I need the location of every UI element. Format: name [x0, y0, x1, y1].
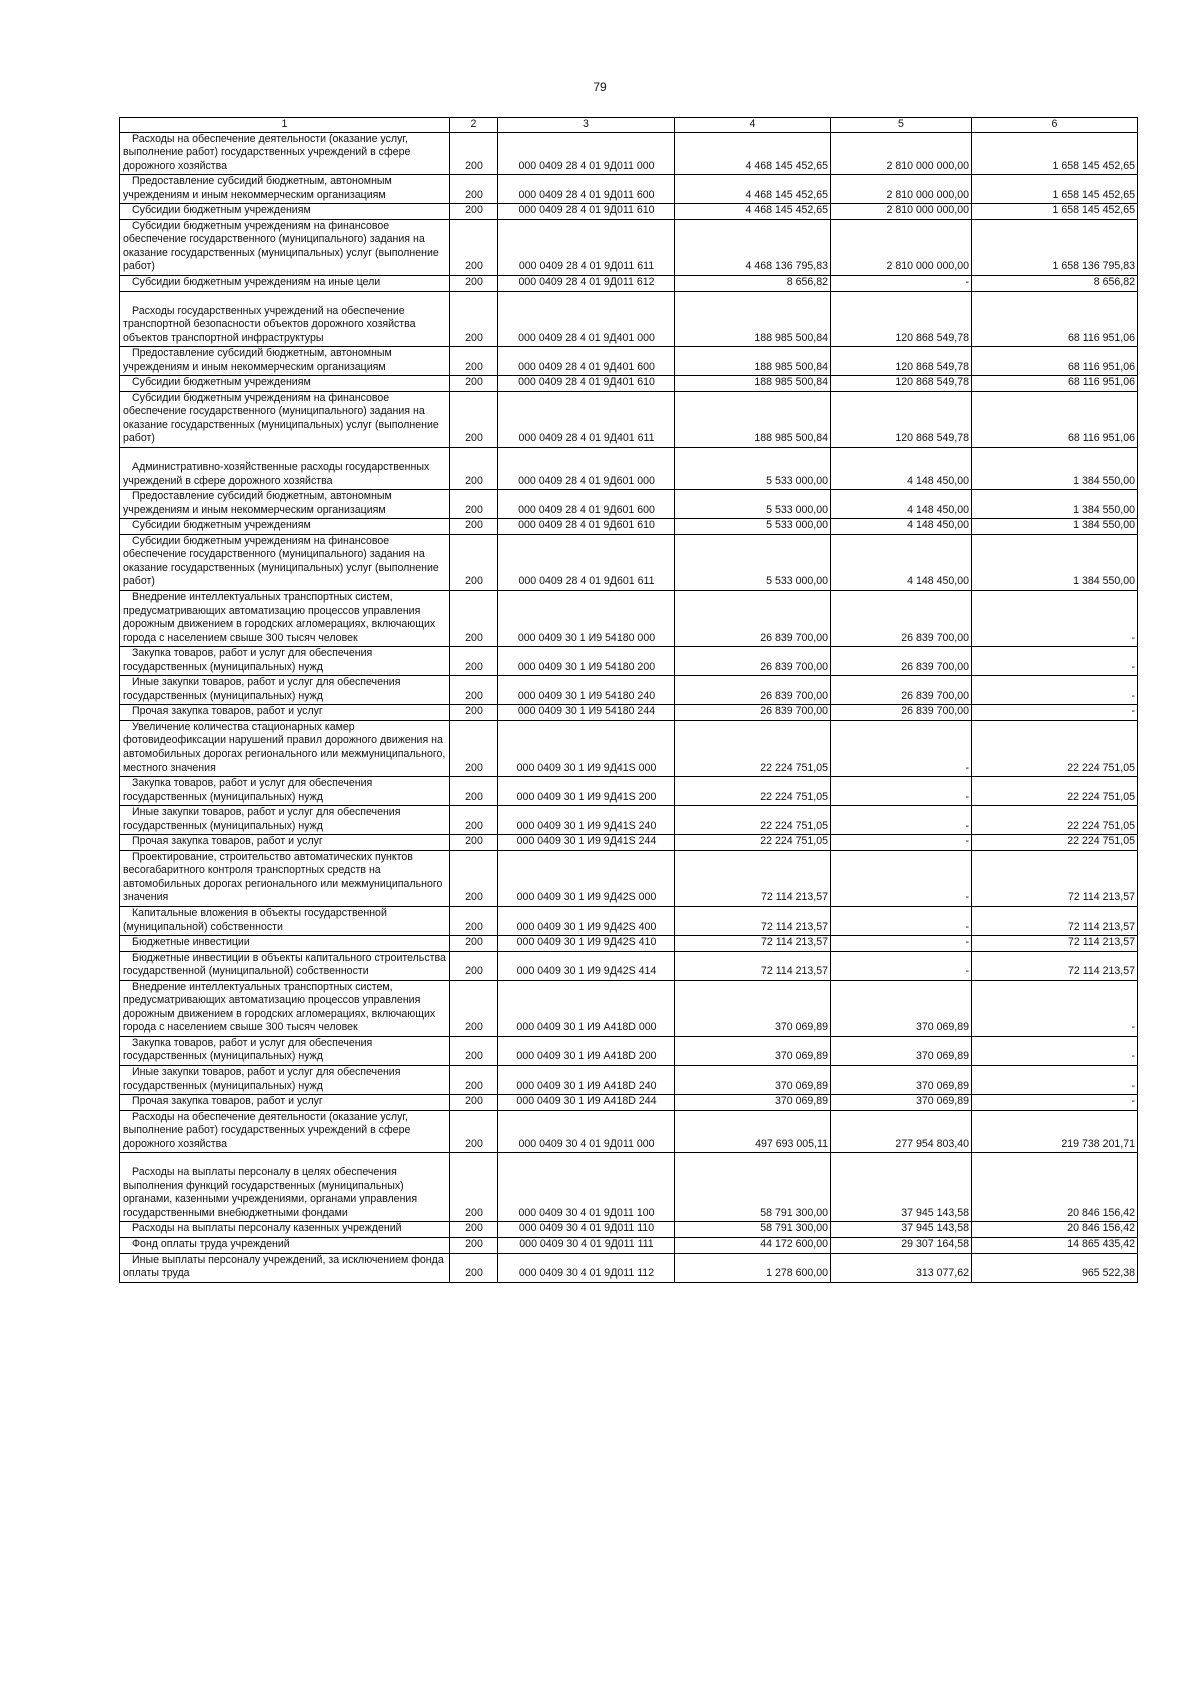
- row-value-col6: 14 865 435,42: [972, 1238, 1138, 1254]
- row-value-col6: 72 114 213,57: [972, 951, 1138, 980]
- row-value-col6: 219 738 201,71: [972, 1110, 1138, 1153]
- row-value-col4: 370 069,89: [675, 1066, 831, 1095]
- row-value-col4: 22 224 751,05: [675, 777, 831, 806]
- row-name-text: Внедрение интеллектуальных транспортных систем, предусматривающих автоматизацию процессов управления дорожным движением в городских агломерациях, включающих города с населением свыше 300 тысяч человек: [123, 980, 436, 1034]
- row-value-col5: -: [831, 276, 972, 292]
- row-name-text: Прочая закупка товаров, работ и услуг: [132, 835, 323, 848]
- row-name: [120, 676, 450, 705]
- table-row: [120, 951, 1138, 980]
- row-value-col4: 8 656,82: [675, 276, 831, 292]
- row-value-col5: -: [831, 951, 972, 980]
- row-value-col5: -: [831, 906, 972, 935]
- row-name-text: Прочая закупка товаров, работ и услуг: [132, 1095, 323, 1108]
- row-name: [120, 1222, 450, 1238]
- column-header: 3: [498, 118, 675, 133]
- row-admin-code: 200: [450, 1095, 498, 1111]
- row-budget-code: 000 0409 28 4 01 9Д401 600: [498, 347, 675, 376]
- row-value-col4: 58 791 300,00: [675, 1153, 831, 1222]
- row-value-col4: 4 468 145 452,65: [675, 132, 831, 175]
- row-value-col5: 2 810 000 000,00: [831, 204, 972, 220]
- table-row: [120, 376, 1138, 392]
- row-budget-code: 000 0409 30 4 01 9Д011 112: [498, 1253, 675, 1282]
- row-admin-code: 200: [450, 906, 498, 935]
- row-value-col6: 68 116 951,06: [972, 391, 1138, 447]
- row-admin-code: 200: [450, 490, 498, 519]
- table-row: [120, 204, 1138, 220]
- row-value-col5: -: [831, 835, 972, 851]
- row-value-col4: 4 468 136 795,83: [675, 219, 831, 275]
- row-value-col5: 370 069,89: [831, 1066, 972, 1095]
- row-value-col6: -: [972, 1095, 1138, 1111]
- header-row: [120, 118, 1138, 133]
- row-admin-code: 200: [450, 519, 498, 535]
- row-name: [120, 647, 450, 676]
- row-value-col4: 188 985 500,84: [675, 391, 831, 447]
- table-row: [120, 1238, 1138, 1254]
- row-admin-code: 200: [450, 806, 498, 835]
- row-value-col5: -: [831, 720, 972, 776]
- table-row: [120, 219, 1138, 275]
- table-row: [120, 647, 1138, 676]
- row-value-col6: 72 114 213,57: [972, 906, 1138, 935]
- row-admin-code: 200: [450, 850, 498, 906]
- table-row: [120, 1036, 1138, 1065]
- row-name-text: Прочая закупка товаров, работ и услуг: [132, 705, 323, 718]
- row-name: [120, 204, 450, 220]
- row-value-col5: -: [831, 936, 972, 952]
- row-value-col6: -: [972, 676, 1138, 705]
- table-row: [120, 490, 1138, 519]
- row-admin-code: 200: [450, 1036, 498, 1065]
- row-value-col5: -: [831, 777, 972, 806]
- row-name-text: Фонд оплаты труда учреждений: [132, 1238, 290, 1251]
- row-value-col6: 1 384 550,00: [972, 534, 1138, 590]
- column-header: 4: [675, 118, 831, 133]
- row-budget-code: 000 0409 30 1 И9 9Д42S 000: [498, 850, 675, 906]
- row-name: [120, 1253, 450, 1282]
- row-budget-code: 000 0409 30 1 И9 54180 244: [498, 705, 675, 721]
- row-admin-code: 200: [450, 705, 498, 721]
- table-row: [120, 519, 1138, 535]
- row-admin-code: 200: [450, 676, 498, 705]
- row-value-col6: 965 522,38: [972, 1253, 1138, 1282]
- table-row: [120, 175, 1138, 204]
- row-admin-code: 200: [450, 1110, 498, 1153]
- row-value-col4: 4 468 145 452,65: [675, 204, 831, 220]
- row-value-col6: 72 114 213,57: [972, 850, 1138, 906]
- row-admin-code: 200: [450, 448, 498, 490]
- row-value-col4: 22 224 751,05: [675, 835, 831, 851]
- table-row: [120, 980, 1138, 1036]
- row-name: [120, 906, 450, 935]
- table-row: [120, 1253, 1138, 1282]
- row-budget-code: 000 0409 30 1 И9 9Д41S 244: [498, 835, 675, 851]
- row-value-col6: 1 658 145 452,65: [972, 132, 1138, 175]
- row-name-text: Иные закупки товаров, работ и услуг для обеспечения государственных (муниципальных) нужд: [123, 676, 401, 702]
- row-name-text: Предоставление субсидий бюджетным, автономным учреждениям и иным некоммерческим организациям: [123, 490, 392, 516]
- row-name-text: Бюджетные инвестиции: [132, 936, 250, 949]
- row-admin-code: 200: [450, 1238, 498, 1254]
- row-value-col4: 58 791 300,00: [675, 1222, 831, 1238]
- table-row: [120, 835, 1138, 851]
- row-name-text: Внедрение интеллектуальных транспортных систем, предусматривающих автоматизацию процессов управления дорожным движением в городских агломерациях, включающих города с населением свыше 300 тысяч человек: [123, 590, 436, 644]
- row-value-col6: 68 116 951,06: [972, 347, 1138, 376]
- row-value-col5: 370 069,89: [831, 1036, 972, 1065]
- row-admin-code: 200: [450, 391, 498, 447]
- row-name-text: Субсидии бюджетным учреждениям: [132, 376, 311, 389]
- row-admin-code: 200: [450, 1253, 498, 1282]
- row-budget-code: 000 0409 28 4 01 9Д601 611: [498, 534, 675, 590]
- row-name: [120, 132, 450, 175]
- table-row: [120, 448, 1138, 490]
- row-name: [120, 850, 450, 906]
- row-name-text: Предоставление субсидий бюджетным, автономным учреждениям и иным некоммерческим организациям: [123, 347, 392, 373]
- row-name-text: Закупка товаров, работ и услуг для обеспечения государственных (муниципальных) нужд: [123, 647, 373, 673]
- row-name-text: Увеличение количества стационарных камер фотовидеофиксации нарушений правил дорожного движения на автомобильных дорогах регионального или межмуниципального, местного значения: [123, 720, 446, 774]
- row-admin-code: 200: [450, 291, 498, 347]
- row-budget-code: 000 0409 30 1 И9 9Д41S 200: [498, 777, 675, 806]
- row-budget-code: 000 0409 30 1 И9 54180 000: [498, 590, 675, 646]
- row-name-text: Иные закупки товаров, работ и услуг для обеспечения государственных (муниципальных) нужд: [123, 806, 401, 832]
- row-value-col6: -: [972, 1066, 1138, 1095]
- row-budget-code: 000 0409 30 1 И9 9Д42S 400: [498, 906, 675, 935]
- column-header: 2: [450, 118, 498, 133]
- table-row: [120, 1153, 1138, 1222]
- row-name: [120, 806, 450, 835]
- row-value-col4: 72 114 213,57: [675, 906, 831, 935]
- row-name: [120, 490, 450, 519]
- row-value-col5: 120 868 549,78: [831, 376, 972, 392]
- row-value-col4: 26 839 700,00: [675, 705, 831, 721]
- row-value-col5: 29 307 164,58: [831, 1238, 972, 1254]
- row-name: [120, 1110, 450, 1153]
- row-budget-code: 000 0409 28 4 01 9Д011 600: [498, 175, 675, 204]
- row-value-col5: 26 839 700,00: [831, 590, 972, 646]
- table-body: [120, 132, 1138, 1282]
- row-value-col5: 313 077,62: [831, 1253, 972, 1282]
- row-value-col4: 188 985 500,84: [675, 347, 831, 376]
- row-budget-code: 000 0409 28 4 01 9Д401 610: [498, 376, 675, 392]
- row-name: [120, 276, 450, 292]
- row-name: [120, 519, 450, 535]
- table-row: [120, 590, 1138, 646]
- row-name-text: Закупка товаров, работ и услуг для обеспечения государственных (муниципальных) нужд: [123, 777, 373, 803]
- row-value-col4: 370 069,89: [675, 1095, 831, 1111]
- row-admin-code: 200: [450, 534, 498, 590]
- row-value-col6: 68 116 951,06: [972, 291, 1138, 347]
- row-budget-code: 000 0409 28 4 01 9Д011 611: [498, 219, 675, 275]
- page-number: 79: [593, 80, 607, 94]
- row-value-col5: 277 954 803,40: [831, 1110, 972, 1153]
- row-budget-code: 000 0409 30 1 И9 54180 200: [498, 647, 675, 676]
- row-name: [120, 936, 450, 952]
- row-budget-code: 000 0409 28 4 01 9Д601 610: [498, 519, 675, 535]
- row-budget-code: 000 0409 28 4 01 9Д011 612: [498, 276, 675, 292]
- row-value-col5: 4 148 450,00: [831, 519, 972, 535]
- row-value-col6: 1 384 550,00: [972, 490, 1138, 519]
- row-admin-code: 200: [450, 347, 498, 376]
- row-value-col5: 26 839 700,00: [831, 705, 972, 721]
- row-name-text: Субсидии бюджетным учреждениям на финансовое обеспечение государственного (муниципального) задания на оказание государственных (муниципальных) услуг (выполнение работ): [123, 391, 439, 445]
- row-name: [120, 391, 450, 447]
- row-admin-code: 200: [450, 835, 498, 851]
- row-value-col5: 26 839 700,00: [831, 676, 972, 705]
- row-name: [120, 1066, 450, 1095]
- table-row: [120, 347, 1138, 376]
- row-value-col4: 26 839 700,00: [675, 676, 831, 705]
- row-value-col4: 22 224 751,05: [675, 720, 831, 776]
- row-value-col4: 5 533 000,00: [675, 519, 831, 535]
- row-name-text: Субсидии бюджетным учреждениям на финансовое обеспечение государственного (муниципального) задания на оказание государственных (муниципальных) услуг (выполнение работ): [123, 534, 439, 588]
- row-admin-code: 200: [450, 376, 498, 392]
- table-row: [120, 705, 1138, 721]
- row-value-col5: -: [831, 850, 972, 906]
- row-value-col6: 20 846 156,42: [972, 1222, 1138, 1238]
- row-value-col4: 497 693 005,11: [675, 1110, 831, 1153]
- row-admin-code: 200: [450, 1066, 498, 1095]
- table-row: [120, 1066, 1138, 1095]
- row-admin-code: 200: [450, 1153, 498, 1222]
- row-name: [120, 376, 450, 392]
- row-name-text: Субсидии бюджетным учреждениям на иные цели: [132, 276, 381, 289]
- row-value-col5: 4 148 450,00: [831, 448, 972, 490]
- row-name-text: Субсидии бюджетным учреждениям на финансовое обеспечение государственного (муниципального) задания на оказание государственных (муниципальных) услуг (выполнение работ): [123, 219, 439, 273]
- row-value-col5: -: [831, 806, 972, 835]
- row-name-text: Проектирование, строительство автоматических пунктов весогабаритного контроля транспортных средств на автомобильных дорогах регионального или межмуниципального значения: [123, 850, 443, 904]
- row-value-col5: 120 868 549,78: [831, 347, 972, 376]
- row-budget-code: 000 0409 30 1 И9 9Д41S 000: [498, 720, 675, 776]
- row-name: [120, 291, 450, 347]
- row-admin-code: 200: [450, 175, 498, 204]
- row-name: [120, 448, 450, 490]
- row-value-col4: 188 985 500,84: [675, 291, 831, 347]
- row-budget-code: 000 0409 28 4 01 9Д401 611: [498, 391, 675, 447]
- row-value-col4: 1 278 600,00: [675, 1253, 831, 1282]
- table-row: [120, 291, 1138, 347]
- row-name: [120, 777, 450, 806]
- row-name-text: Расходы государственных учреждений на обеспечение транспортной безопасности объектов дорожного хозяйства объектов транспортной инфраструктуры: [123, 304, 416, 344]
- row-budget-code: 000 0409 30 4 01 9Д011 100: [498, 1153, 675, 1222]
- row-admin-code: 200: [450, 720, 498, 776]
- row-budget-code: 000 0409 30 1 И9 А418D 200: [498, 1036, 675, 1065]
- row-name: [120, 1036, 450, 1065]
- row-name: [120, 980, 450, 1036]
- row-budget-code: 000 0409 28 4 01 9Д011 000: [498, 132, 675, 175]
- row-value-col4: 5 533 000,00: [675, 490, 831, 519]
- row-name-text: Субсидии бюджетным учреждениям: [132, 519, 311, 532]
- row-admin-code: 200: [450, 777, 498, 806]
- row-budget-code: 000 0409 30 1 И9 9Д42S 410: [498, 936, 675, 952]
- row-name-text: Расходы на обеспечение деятельности (оказание услуг, выполнение работ) государственных учреждений в сфере дорожного хозяйства: [123, 1110, 411, 1150]
- row-name: [120, 1095, 450, 1111]
- budget-table: [119, 117, 1138, 1283]
- row-admin-code: 200: [450, 980, 498, 1036]
- row-value-col6: 22 224 751,05: [972, 720, 1138, 776]
- row-name-text: Административно-хозяйственные расходы государственных учреждений в сфере дорожного хозяйства: [123, 461, 430, 487]
- table-row: [120, 676, 1138, 705]
- row-value-col4: 44 172 600,00: [675, 1238, 831, 1254]
- row-value-col6: 1 658 145 452,65: [972, 204, 1138, 220]
- row-budget-code: 000 0409 30 1 И9 9Д41S 240: [498, 806, 675, 835]
- row-budget-code: 000 0409 30 4 01 9Д011 111: [498, 1238, 675, 1254]
- row-value-col6: 22 224 751,05: [972, 777, 1138, 806]
- table-row: [120, 720, 1138, 776]
- row-value-col4: 72 114 213,57: [675, 850, 831, 906]
- row-value-col4: 26 839 700,00: [675, 647, 831, 676]
- row-admin-code: 200: [450, 590, 498, 646]
- row-name: [120, 590, 450, 646]
- row-name: [120, 951, 450, 980]
- table-row: [120, 850, 1138, 906]
- row-value-col6: -: [972, 1036, 1138, 1065]
- row-value-col6: 8 656,82: [972, 276, 1138, 292]
- column-header: 5: [831, 118, 972, 133]
- table-row: [120, 534, 1138, 590]
- row-budget-code: 000 0409 30 1 И9 А418D 000: [498, 980, 675, 1036]
- row-value-col5: 26 839 700,00: [831, 647, 972, 676]
- table-row: [120, 806, 1138, 835]
- row-budget-code: 000 0409 30 1 И9 9Д42S 414: [498, 951, 675, 980]
- table-row: [120, 906, 1138, 935]
- column-header: 6: [972, 118, 1138, 133]
- row-value-col6: 20 846 156,42: [972, 1153, 1138, 1222]
- row-name-text: Предоставление субсидий бюджетным, автономным учреждениям и иным некоммерческим организациям: [123, 175, 392, 201]
- row-name-text: Расходы на обеспечение деятельности (оказание услуг, выполнение работ) государственных учреждений в сфере дорожного хозяйства: [123, 132, 411, 172]
- row-value-col6: 1 658 136 795,83: [972, 219, 1138, 275]
- row-admin-code: 200: [450, 1222, 498, 1238]
- row-value-col4: 26 839 700,00: [675, 590, 831, 646]
- row-budget-code: 000 0409 30 4 01 9Д011 000: [498, 1110, 675, 1153]
- row-value-col5: 4 148 450,00: [831, 534, 972, 590]
- row-budget-code: 000 0409 30 1 И9 54180 240: [498, 676, 675, 705]
- row-name-text: Расходы на выплаты персоналу казенных учреждений: [132, 1222, 402, 1235]
- row-value-col4: 72 114 213,57: [675, 936, 831, 952]
- row-admin-code: 200: [450, 132, 498, 175]
- row-value-col4: 5 533 000,00: [675, 534, 831, 590]
- row-name-text: Иные выплаты персоналу учреждений, за исключением фонда оплаты труда: [123, 1253, 444, 1280]
- row-admin-code: 200: [450, 219, 498, 275]
- row-value-col5: 4 148 450,00: [831, 490, 972, 519]
- row-budget-code: 000 0409 28 4 01 9Д011 610: [498, 204, 675, 220]
- row-name: [120, 175, 450, 204]
- row-name: [120, 219, 450, 275]
- row-value-col5: 120 868 549,78: [831, 291, 972, 347]
- row-value-col6: 22 224 751,05: [972, 806, 1138, 835]
- row-name-text: Субсидии бюджетным учреждениям: [132, 204, 311, 217]
- row-budget-code: 000 0409 30 1 И9 А418D 244: [498, 1095, 675, 1111]
- table-row: [120, 1110, 1138, 1153]
- row-budget-code: 000 0409 30 1 И9 А418D 240: [498, 1066, 675, 1095]
- row-name: [120, 835, 450, 851]
- row-admin-code: 200: [450, 951, 498, 980]
- row-budget-code: 000 0409 28 4 01 9Д401 000: [498, 291, 675, 347]
- row-value-col4: 188 985 500,84: [675, 376, 831, 392]
- row-name: [120, 534, 450, 590]
- table-row: [120, 391, 1138, 447]
- row-value-col6: 1 658 145 452,65: [972, 175, 1138, 204]
- row-value-col5: 120 868 549,78: [831, 391, 972, 447]
- row-value-col4: 4 468 145 452,65: [675, 175, 831, 204]
- row-name: [120, 720, 450, 776]
- row-value-col6: -: [972, 980, 1138, 1036]
- row-admin-code: 200: [450, 647, 498, 676]
- row-name-text: Закупка товаров, работ и услуг для обеспечения государственных (муниципальных) нужд: [123, 1036, 373, 1063]
- row-value-col6: -: [972, 647, 1138, 676]
- row-value-col4: 370 069,89: [675, 980, 831, 1036]
- table-row: [120, 777, 1138, 806]
- row-value-col5: 370 069,89: [831, 1095, 972, 1111]
- row-name-text: Капитальные вложения в объекты государственной (муниципальной) собственности: [123, 906, 387, 933]
- row-value-col5: 2 810 000 000,00: [831, 132, 972, 175]
- row-name-text: Расходы на выплаты персоналу в целях обеспечения выполнения функций государственных (муниципальных) органами, казенными учреждениями, органами управления государственными внебюджетными фондами: [123, 1166, 418, 1219]
- row-budget-code: 000 0409 28 4 01 9Д601 000: [498, 448, 675, 490]
- row-value-col5: 2 810 000 000,00: [831, 175, 972, 204]
- row-name: [120, 347, 450, 376]
- table-row: [120, 1095, 1138, 1111]
- row-name-text: Бюджетные инвестиции в объекты капитального строительства государственной (муниципальной) собственности: [123, 951, 446, 978]
- row-value-col6: 68 116 951,06: [972, 376, 1138, 392]
- table-row: [120, 936, 1138, 952]
- row-value-col5: 370 069,89: [831, 980, 972, 1036]
- row-value-col6: 22 224 751,05: [972, 835, 1138, 851]
- row-value-col5: 37 945 143,58: [831, 1153, 972, 1222]
- row-name-text: Иные закупки товаров, работ и услуг для обеспечения государственных (муниципальных) нужд: [123, 1066, 401, 1092]
- row-budget-code: 000 0409 30 4 01 9Д011 110: [498, 1222, 675, 1238]
- row-value-col6: 72 114 213,57: [972, 936, 1138, 952]
- row-admin-code: 200: [450, 276, 498, 292]
- table-row: [120, 1222, 1138, 1238]
- row-value-col6: -: [972, 705, 1138, 721]
- row-value-col4: 72 114 213,57: [675, 951, 831, 980]
- row-name: [120, 705, 450, 721]
- row-admin-code: 200: [450, 204, 498, 220]
- row-value-col5: 37 945 143,58: [831, 1222, 972, 1238]
- row-value-col5: 2 810 000 000,00: [831, 219, 972, 275]
- row-value-col6: 1 384 550,00: [972, 519, 1138, 535]
- row-name: [120, 1153, 450, 1222]
- row-admin-code: 200: [450, 936, 498, 952]
- table-row: [120, 276, 1138, 292]
- table-row: [120, 132, 1138, 175]
- row-value-col4: 22 224 751,05: [675, 806, 831, 835]
- row-value-col6: -: [972, 590, 1138, 646]
- row-value-col4: 5 533 000,00: [675, 448, 831, 490]
- row-value-col4: 370 069,89: [675, 1036, 831, 1065]
- row-name: [120, 1238, 450, 1254]
- row-budget-code: 000 0409 28 4 01 9Д601 600: [498, 490, 675, 519]
- row-value-col6: 1 384 550,00: [972, 448, 1138, 490]
- column-header: 1: [120, 118, 450, 133]
